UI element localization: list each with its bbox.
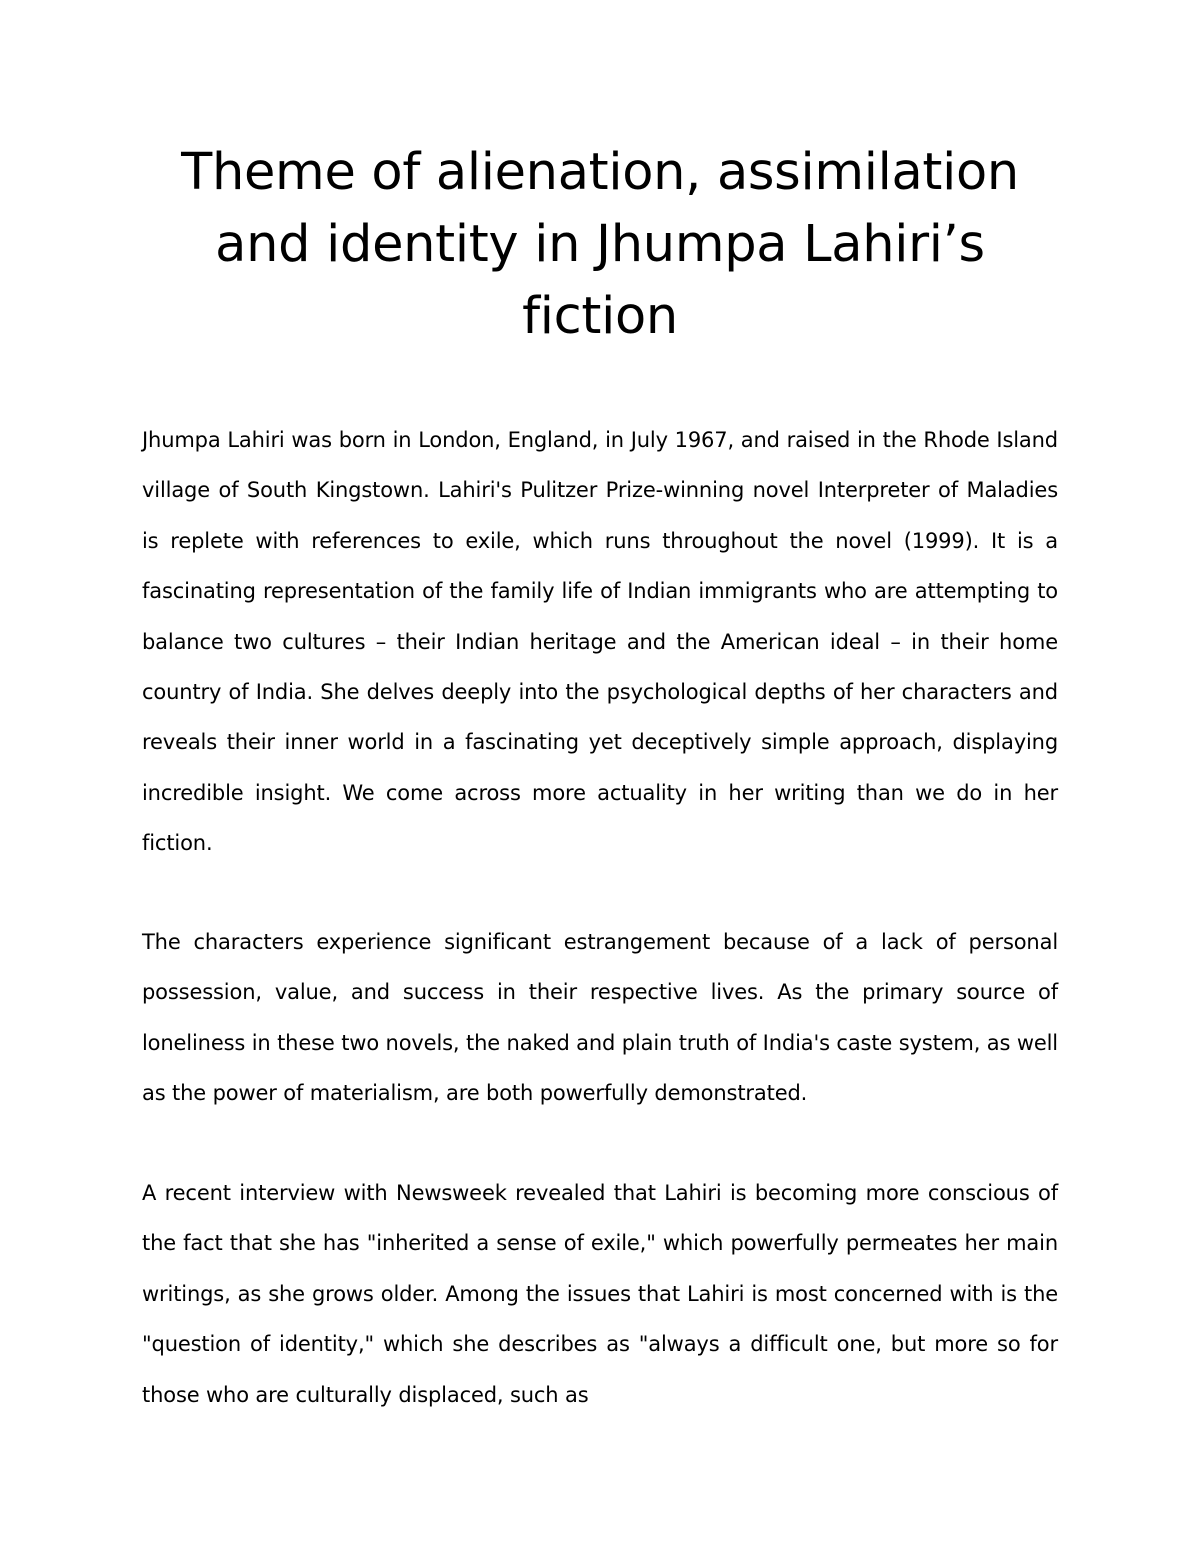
paragraph-1: Jhumpa Lahiri was born in London, England, in July 1967, and raised in the Rhode Island village of South Kingstown. Lahiri's Pulitzer Prize-winning novel Interpreter of Maladies is replete with references to exile, which runs throughout the novel (1999). It is a fascinating representation of the family life of Indian immigrants who are attempting to balance two cultures – their Indian heritage and the American ideal – in their home country of India. She delves deeply into the psychological depths of her characters and reveals their inner world in a fascinating yet deceptively simple approach, displaying incredible insight. We come across more actuality in her writing than we do in her fiction. <box>142 428 1058 856</box>
paragraph-3: A recent interview with Newsweek revealed that Lahiri is becoming more conscious of the fact that she has "inherited a sense of exile," which powerfully permeates her main writings, as she grows older. Among the issues that Lahiri is most concerned with is the "question of identity," which she describes as "always a difficult one, but more so for those who are culturally displaced, such as <box>142 1181 1058 1407</box>
paragraph-2: The characters experience significant estrangement because of a lack of personal possession, value, and success in their respective lives. As the primary source of loneliness in these two novels, the naked and plain truth of India's caste system, as well as the power of materialism, are both powerfully demonstrated. <box>142 930 1058 1106</box>
document-title: Theme of alienation, assimilation and identity in Jhumpa Lahiri’s fiction <box>181 143 1019 346</box>
